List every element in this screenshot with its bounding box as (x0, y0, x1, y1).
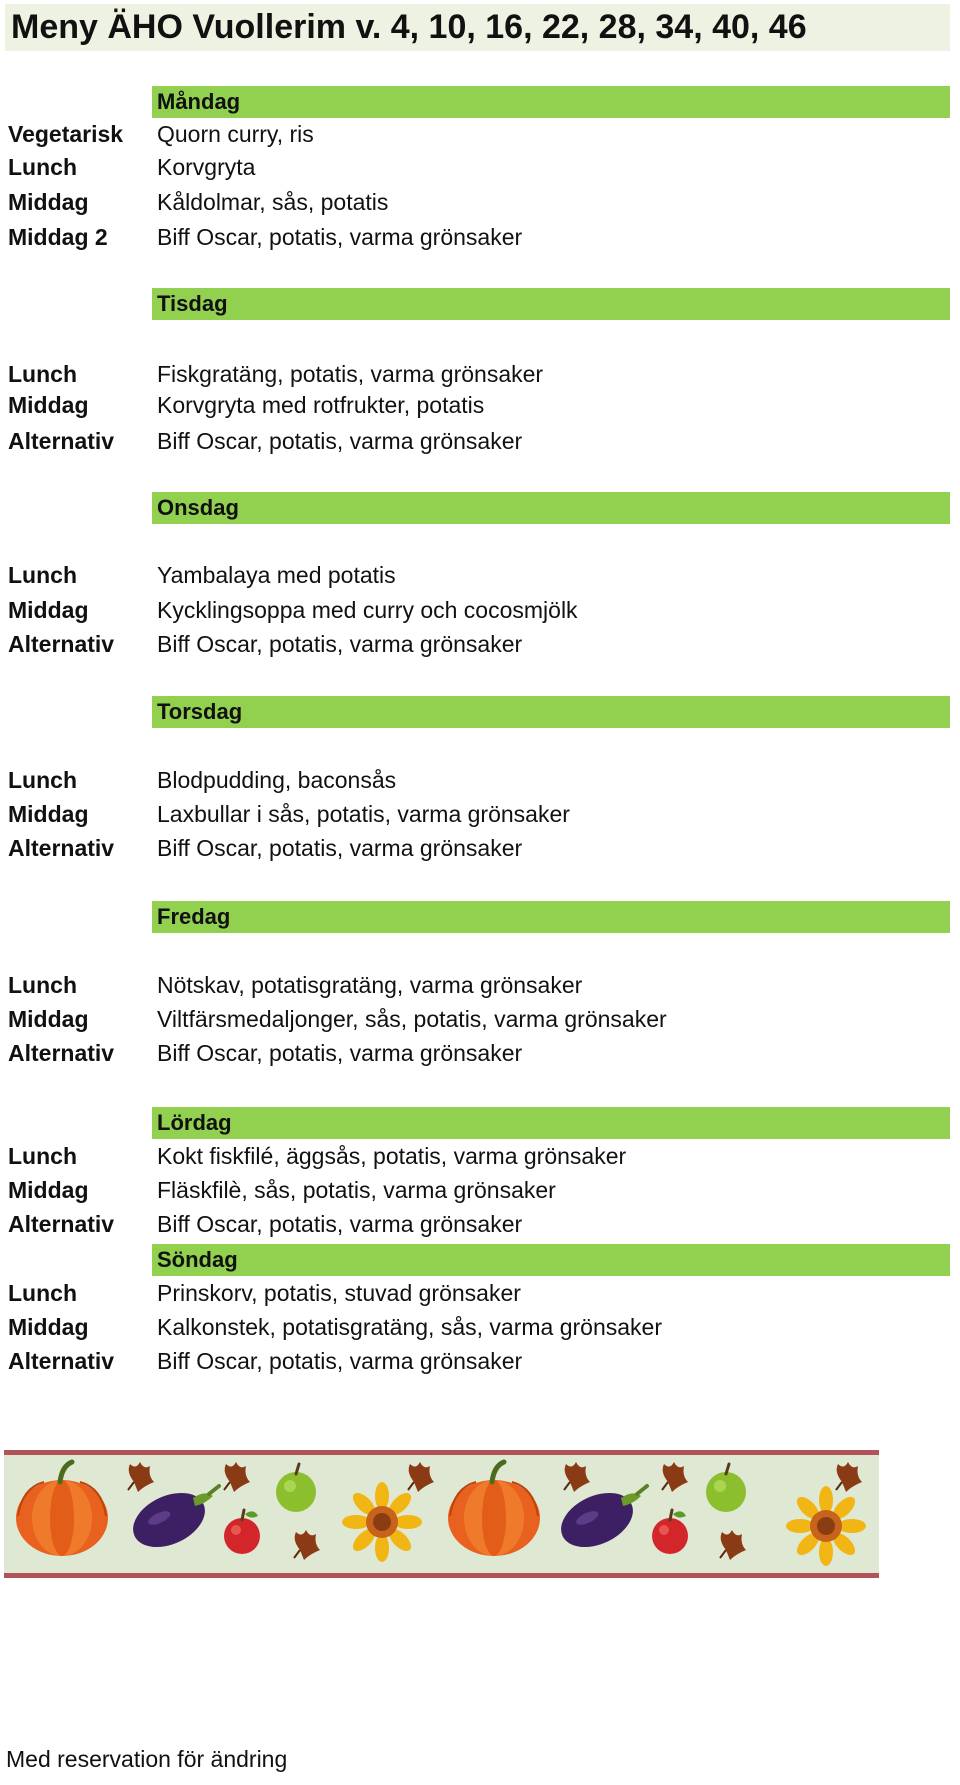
meal-dish: Biff Oscar, potatis, varma grönsaker (157, 835, 523, 861)
day-header-onsdag: Onsdag (152, 492, 950, 524)
day-header-fredag: Fredag (152, 901, 950, 933)
page-title: Meny ÄHO Vuollerim v. 4, 10, 16, 22, 28, 34, 40, 46 (5, 4, 950, 51)
meal-dish: Biff Oscar, potatis, varma grönsaker (157, 1211, 523, 1237)
meal-label: Middag (8, 392, 89, 418)
meal-dish: Laxbullar i sås, potatis, varma grönsaker (157, 801, 570, 827)
meal-label: Middag (8, 189, 89, 215)
meal-dish: Blodpudding, baconsås (157, 767, 397, 793)
meal-label: Lunch (8, 767, 77, 793)
meal-dish: Biff Oscar, potatis, varma grönsaker (157, 428, 523, 454)
meal-dish: Biff Oscar, potatis, varma grönsaker (157, 1348, 523, 1374)
meal-label: Lunch (8, 1143, 77, 1169)
meal-label: Lunch (8, 361, 77, 387)
meal-dish: Fläskfilè, sås, potatis, varma grönsaker (157, 1177, 556, 1203)
meal-label: Vegetarisk (8, 121, 124, 147)
meal-label: Lunch (8, 1280, 77, 1306)
meal-label: Lunch (8, 154, 77, 180)
meal-label: Middag (8, 801, 89, 827)
meal-dish: Yambalaya med potatis (157, 562, 396, 588)
meal-label: Middag (8, 1314, 89, 1340)
meal-dish: Biff Oscar, potatis, varma grönsaker (157, 631, 523, 657)
day-header-tisdag: Tisdag (152, 288, 950, 320)
meal-label: Lunch (8, 972, 77, 998)
meal-label: Lunch (8, 562, 77, 588)
day-header-torsdag: Torsdag (152, 696, 950, 728)
meal-dish: Prinskorv, potatis, stuvad grönsaker (157, 1280, 521, 1306)
meal-label: Alternativ (8, 1040, 115, 1066)
meal-dish: Viltfärsmedaljonger, sås, potatis, varma grönsaker (157, 1006, 667, 1032)
meal-label: Alternativ (8, 428, 115, 454)
meal-label: Middag (8, 1006, 89, 1032)
meal-dish: Kycklingsoppa med curry och cocosmjölk (157, 597, 578, 623)
meal-dish: Kåldolmar, sås, potatis (157, 189, 389, 215)
day-header-lordag: Lördag (152, 1107, 950, 1139)
meal-dish: Quorn curry, ris (157, 121, 314, 147)
meal-dish: Nötskav, potatisgratäng, varma grönsaker (157, 972, 583, 998)
meal-label: Middag (8, 597, 89, 623)
meal-label: Alternativ (8, 631, 115, 657)
meal-label: Middag 2 (8, 224, 108, 250)
meal-label: Alternativ (8, 1211, 115, 1237)
meal-dish: Kalkonstek, potatisgratäng, sås, varma grönsaker (157, 1314, 662, 1340)
meal-label: Alternativ (8, 1348, 115, 1374)
day-header-sondag: Söndag (152, 1244, 950, 1276)
day-header-mandag: Måndag (152, 86, 950, 118)
meal-dish: Biff Oscar, potatis, varma grönsaker (157, 1040, 523, 1066)
meal-dish: Korvgryta med rotfrukter, potatis (157, 392, 485, 418)
meal-dish: Fiskgratäng, potatis, varma grönsaker (157, 361, 544, 387)
meal-dish: Kokt fiskfilé, äggsås, potatis, varma grönsaker (157, 1143, 627, 1169)
meal-dish: Biff Oscar, potatis, varma grönsaker (157, 224, 523, 250)
meal-dish: Korvgryta (157, 154, 256, 180)
meal-label: Alternativ (8, 835, 115, 861)
meal-label: Middag (8, 1177, 89, 1203)
footer-note: Med reservation för ändring (6, 1746, 288, 1772)
autumn-banner (4, 1450, 879, 1578)
